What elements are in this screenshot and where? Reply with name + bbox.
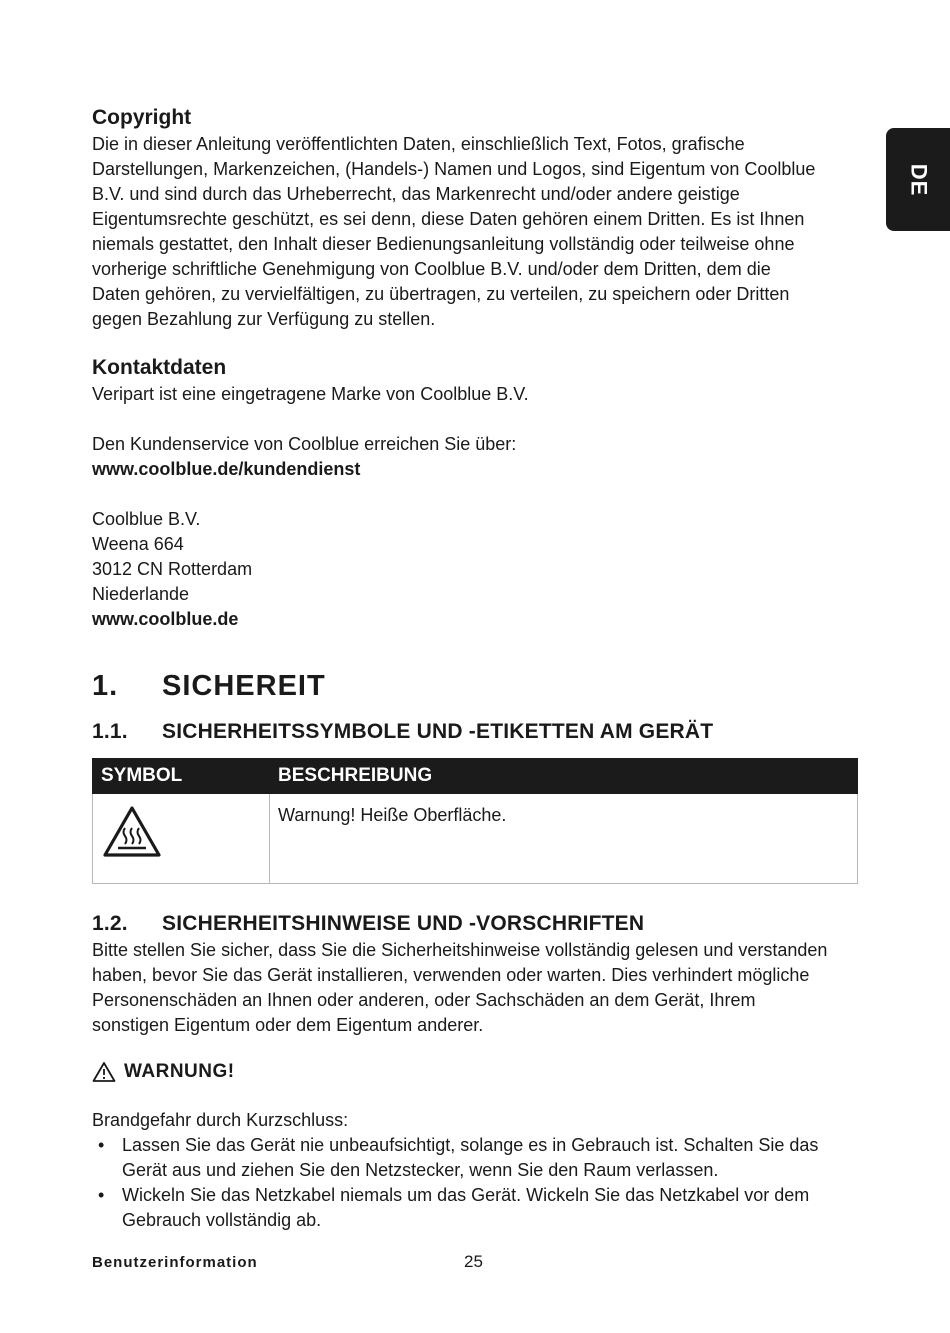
website-link[interactable]: www.coolblue.de: [92, 609, 239, 629]
copyright-line: Darstellungen, Markenzeichen, (Handels-) Namen und Logos, sind Eigentum von Coolblue: [92, 159, 816, 179]
section-title: SICHEREIT: [162, 670, 326, 702]
table-header-row: [93, 759, 858, 794]
copyright-line: B.V. und sind durch das Urheberrecht, das Markenrecht und/oder andere geistige: [92, 184, 740, 204]
address-line: Coolblue B.V.: [92, 509, 201, 529]
subsection-title: SICHERHEITSSYMBOLE UND -ETIKETTEN AM GERÄT: [162, 720, 714, 743]
copyright-line: gegen Bezahlung zur Verfügung zu stellen.: [92, 309, 436, 329]
subsection-title: SICHERHEITSHINWEISE UND -VORSCHRIFTEN: [162, 912, 645, 935]
copyright-line: niemals gestattet, den Inhalt dieser Bedienungsanleitung vollständig oder teilweise ohne: [92, 234, 795, 254]
footer-label: Benutzerinformation: [92, 1254, 258, 1271]
service-url-link[interactable]: www.coolblue.de/kundendienst: [92, 459, 361, 479]
warning-heading: [92, 1058, 858, 1086]
copyright-line: Eigentumsrechte geschützt, es sei denn, diese Daten gehören einem Dritten. Es ist Ihnen: [92, 209, 805, 229]
contact-heading: Kontaktdaten: [92, 356, 227, 379]
subsection-1-2-heading: [92, 910, 858, 938]
symbol-table: [92, 758, 858, 884]
subsection-number: 1.2.: [92, 912, 128, 935]
column-header-symbol: SYMBOL: [93, 759, 270, 794]
hazard-title: Brandgefahr durch Kurzschluss:: [92, 1110, 349, 1130]
page-number: 25: [464, 1252, 483, 1271]
column-header-description: BESCHREIBUNG: [270, 759, 858, 794]
address-line: Niederlande: [92, 584, 190, 604]
safety-intro-line: Bitte stellen Sie sicher, dass Sie die Sicherheitshinweise vollständig gelesen und verstanden: [92, 940, 828, 960]
page-content: [92, 104, 858, 1233]
safety-intro-line: sonstigen Eigentum oder dem Eigentum anderer.: [92, 1015, 484, 1035]
safety-intro-line: haben, bevor Sie das Gerät installieren, verwenden oder warten. Dies verhindert mögliche: [92, 965, 810, 985]
list-item-line: Gebrauch vollständig ab.: [122, 1210, 322, 1230]
warning-triangle-icon: [92, 1061, 116, 1083]
copyright-line: Die in dieser Anleitung veröffentlichten Daten, einschließlich Text, Fotos, grafische: [92, 134, 745, 154]
copyright-line: vorherige schriftliche Genehmigung von Coolblue B.V. und/oder dem Dritten, dem die: [92, 259, 771, 279]
list-item-line: • Lassen Sie das Gerät nie unbeaufsichtigt, solange es in Gebrauch ist. Schalten Sie das: [122, 1135, 819, 1155]
hazard-list: [92, 1133, 858, 1233]
safety-intro-line: Personenschäden an Ihnen oder anderen, oder Sachschäden an dem Gerät, Ihrem: [92, 990, 756, 1010]
company-address: [92, 507, 858, 607]
table-row: [93, 794, 858, 884]
list-item-line: • Wickeln Sie das Netzkabel niemals um das Gerät. Wickeln Sie das Netzkabel vor dem: [122, 1185, 810, 1205]
service-line: Den Kundenservice von Coolblue erreichen Sie über:: [92, 434, 517, 454]
list-item: [92, 1183, 858, 1233]
safety-intro-text: [92, 938, 858, 1038]
warning-label: WARNUNG!: [124, 1061, 235, 1082]
address-line: 3012 CN Rotterdam: [92, 559, 253, 579]
subsection-1-1-heading: [92, 718, 858, 746]
language-tab: [886, 128, 950, 231]
language-tab-label: DE: [906, 163, 931, 196]
list-item: [92, 1133, 858, 1183]
section-1-heading: [92, 668, 858, 704]
list-item-line: Gerät aus und ziehen Sie den Netzstecker, wenn Sie den Raum verlassen.: [122, 1160, 719, 1180]
section-number: 1.: [92, 670, 119, 702]
description-cell: Warnung! Heiße Oberfläche.: [270, 794, 858, 884]
copyright-text: [92, 132, 858, 332]
subsection-number: 1.1.: [92, 720, 128, 743]
address-line: Weena 664: [92, 534, 184, 554]
symbol-cell: [93, 794, 270, 884]
copyright-heading: Copyright: [92, 106, 192, 129]
hot-surface-warning-icon: [101, 804, 163, 860]
brand-line: Veripart ist eine eingetragene Marke von Coolblue B.V.: [92, 384, 529, 404]
copyright-line: Daten gehören, zu vervielfältigen, zu übertragen, zu verteilen, zu speichern oder Dritten: [92, 284, 790, 304]
